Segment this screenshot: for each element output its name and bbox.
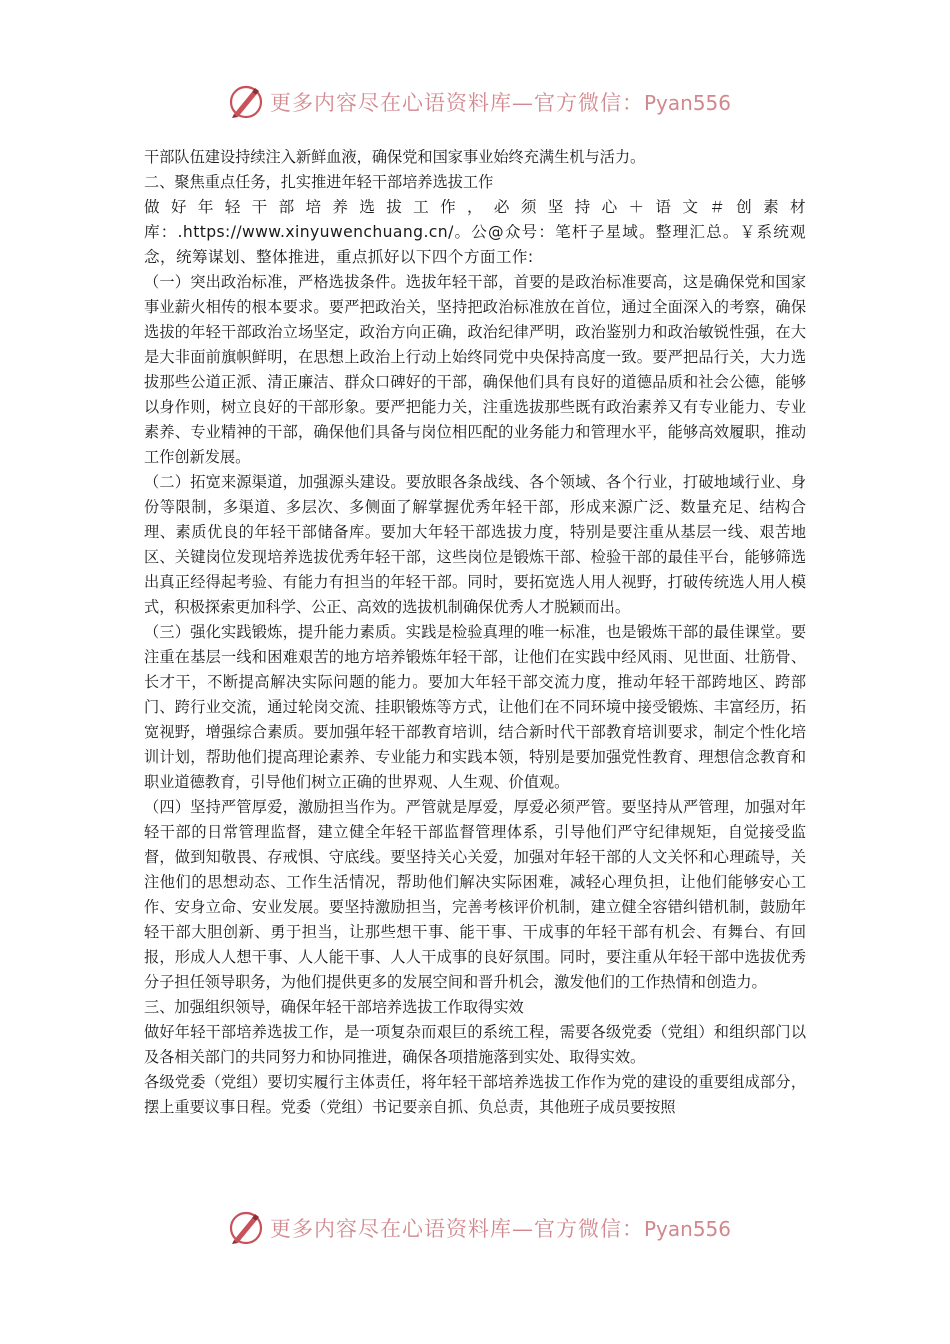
document-body	[144, 145, 806, 1120]
section-heading-3: 三、加强组织领导，确保年轻干部培养选拔工作取得实效	[144, 998, 524, 1016]
footer-watermark-banner	[228, 1208, 748, 1248]
paragraph-section-2-intro: 做好年轻干部培养选拔工作，必须坚持心＋语文＃创素材库：.https://www.xinyuwenchuang.cn/。公@众号：笔杆子星域。整理汇总。￥系统观念，统筹谋划、整体推进，重点抓好以下四个方面工作:	[144, 198, 806, 266]
paragraph-point-4: （四）坚持严管厚爱，激励担当作为。严管就是厚爱，厚爱必须严管。要坚持从严管理，加强对年轻干部的日常管理监督，建立健全年轻干部监督管理体系，引导他们严守纪律规矩，自觉接受监督，做到知敬畏、存戒惧、守底线。要坚持关心关爱，加强对年轻干部的人文关怀和心理疏导，关注他们的思想动态、工作生活情况，帮助他们解决实际困难，减轻心理负担，让他们能够安心工作、安身立命、安业发展。要坚持激励担当，完善考核评价机制，建立健全容错纠错机制，鼓励年轻干部大胆创新、勇于担当，让那些想干事、能干事、干成事的年轻干部有机会、有舞台、有回报，形成人人想干事、人人能干事、人人干成事的良好氛围。同时，要注重从年轻干部中选拔优秀分子担任领导职务，为他们提供更多的发展空间和晋升机会，激发他们的工作热情和创造力。	[144, 798, 806, 991]
banner-wechat-id: Pyan556	[644, 1217, 732, 1241]
paragraph-section-3-intro: 做好年轻干部培养选拔工作，是一项复杂而艰巨的系统工程，需要各级党委（党组）和组织部门以及各相关部门的共同努力和协同推进，确保各项措施落到实处、取得实效。	[144, 1023, 806, 1066]
paragraph-point-3: （三）强化实践锻炼，提升能力素质。实践是检验真理的唯一标准，也是锻炼干部的最佳课堂。要注重在基层一线和困难艰苦的地方培养锻炼年轻干部，让他们在实践中经风雨、见世面、壮筋骨、长才干，不断提高解决实际问题的能力。要加大年轻干部交流力度，推动年轻干部跨地区、跨部门、跨行业交流，通过轮岗交流、挂职锻炼等方式，让他们在不同环境中接受锻炼、丰富经历，拓宽视野，增强综合素质。要加强年轻干部教育培训，结合新时代干部教育培训要求，制定个性化培训计划，帮助他们提高理论素养、专业能力和实践本领，特别是要加强党性教育、理想信念教育和职业道德教育，引导他们树立正确的世界观、人生观、价值观。	[144, 623, 806, 791]
pen-logo-icon	[228, 1210, 264, 1246]
pen-logo-icon	[228, 84, 264, 120]
banner-text	[270, 87, 731, 117]
banner-wechat-label: 官方微信：	[534, 91, 644, 115]
paragraph-section-3-body: 各级党委（党组）要切实履行主体责任，将年轻干部培养选拔工作作为党的建设的重要组成部分，摆上重要议事日程。党委（党组）书记要亲自抓、负总责，其他班子成员要按照	[144, 1073, 806, 1116]
banner-main-text: 更多内容尽在心语资料库	[270, 91, 512, 115]
section-heading-2: 二、聚焦重点任务，扎实推进年轻干部培养选拔工作	[144, 173, 494, 191]
banner-text	[270, 1213, 731, 1243]
header-watermark-banner	[228, 82, 748, 122]
banner-dash: —	[512, 91, 534, 115]
banner-dash: —	[512, 1217, 534, 1241]
banner-main-text: 更多内容尽在心语资料库	[270, 1217, 512, 1241]
banner-wechat-label: 官方微信：	[534, 1217, 644, 1241]
paragraph-point-1: （一）突出政治标准，严格选拔条件。选拔年轻干部，首要的是政治标准要高，这是确保党和国家事业薪火相传的根本要求。要严把政治关，坚持把政治标准放在首位，通过全面深入的考察，确保选拔的年轻干部政治立场坚定，政治方向正确，政治纪律严明，政治鉴别力和政治敏锐性强，在大是大非面前旗帜鲜明，在思想上政治上行动上始终同党中央保持高度一致。要严把品行关，大力选拔那些公道正派、清正廉洁、群众口碑好的干部，确保他们具有良好的道德品质和社会公德，能够以身作则，树立良好的干部形象。要严把能力关，注重选拔那些既有政治素养又有专业能力、专业素养、专业精神的干部，确保他们具备与岗位相匹配的业务能力和管理水平，能够高效履职，推动工作创新发展。	[144, 273, 806, 466]
paragraph-intro-tail: 干部队伍建设持续注入新鲜血液，确保党和国家事业始终充满生机与活力。	[144, 148, 646, 166]
paragraph-point-2: （二）拓宽来源渠道，加强源头建设。要放眼各条战线、各个领域、各个行业，打破地域行业、身份等限制，多渠道、多层次、多侧面了解掌握优秀年轻干部，形成来源广泛、数量充足、结构合理、素质优良的年轻干部储备库。要加大年轻干部选拔力度，特别是要注重从基层一线、艰苦地区、关键岗位发现培养选拔优秀年轻干部，这些岗位是锻炼干部、检验干部的最佳平台，能够筛选出真正经得起考验、有能力有担当的年轻干部。同时，要拓宽选人用人视野，打破传统选人用人模式，积极探索更加科学、公正、高效的选拔机制确保优秀人才脱颖而出。	[144, 473, 806, 616]
banner-wechat-id: Pyan556	[644, 91, 732, 115]
